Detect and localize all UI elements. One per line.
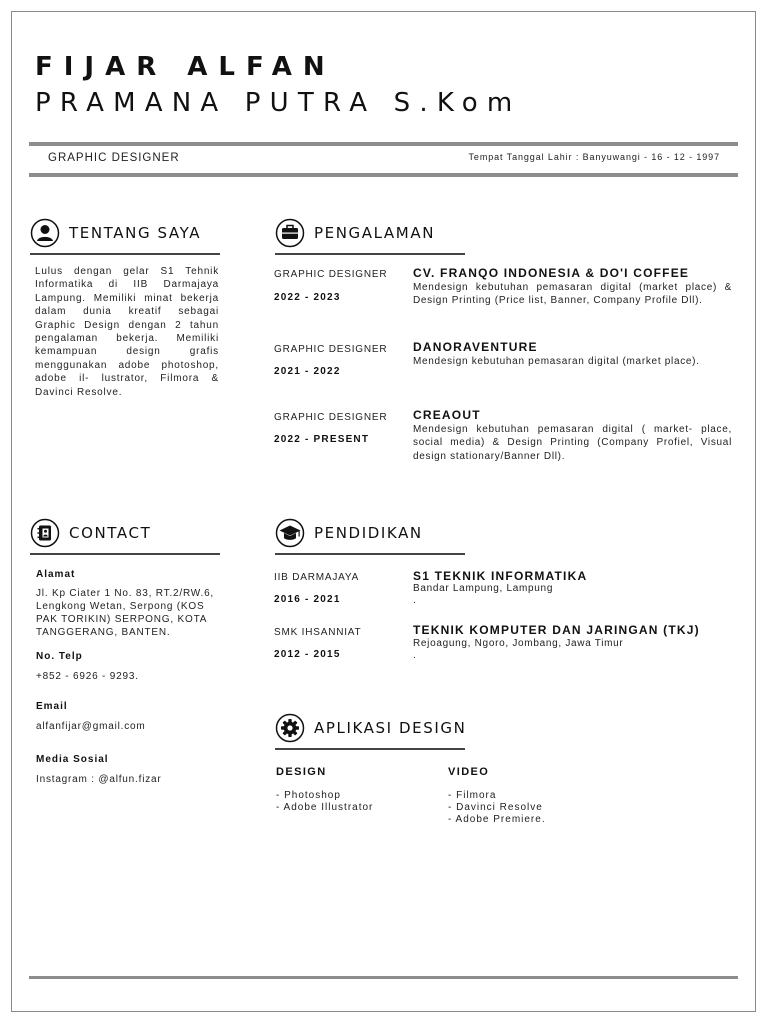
job-period: 2022 - 2023 — [274, 292, 341, 303]
name-first-line: FIJAR ALFAN — [35, 52, 336, 82]
education-degree: S1 TEKNIK INFORMATIKA — [413, 569, 588, 583]
education-school: IIB DARMAJAYA — [274, 572, 360, 583]
contact-title: CONTACT — [69, 524, 152, 542]
education-dot: . — [413, 595, 417, 606]
header-bottom-rule — [29, 173, 738, 177]
phone-label: No. Telp — [36, 651, 83, 662]
about-title: TENTANG SAYA — [69, 224, 202, 242]
social-value: Instagram : @alfun.fizar — [36, 774, 162, 785]
video-app-item: - Adobe Premiere. — [448, 814, 546, 825]
experience-underline — [275, 253, 465, 255]
about-underline — [30, 253, 220, 255]
design-column-heading: DESIGN — [276, 766, 327, 778]
job-description: Mendesign kebutuhan pemasaran digital (market place) & Design Printing (Price list, Banner, Company Profile Dll). — [413, 282, 732, 307]
social-label: Media Sosial — [36, 754, 109, 765]
email-value: alfanfijar@gmail.com — [36, 721, 146, 732]
video-app-item: - Filmora — [448, 790, 497, 801]
about-section-header — [30, 218, 220, 254]
job-period: 2021 - 2022 — [274, 366, 341, 377]
about-text: Lulus dengan gelar S1 Tehnik Informatika di IIB Darmajaya Lampung. Memiliki minat bekerja dalam dunia kreatif sebagai Graphic Design dengan 2 tahun pengalaman bekerja. Memiliki kemampuan design grafis menggunakan adobe photoshop, adobe il- lustrator, Filmora & Davinci Resolve. — [35, 266, 219, 398]
education-dot: . — [413, 650, 417, 661]
video-app-list — [448, 790, 546, 826]
video-column-heading: VIDEO — [448, 766, 490, 778]
job-role: GRAPHIC DESIGNER — [274, 269, 388, 280]
education-years: 2012 - 2015 — [274, 649, 341, 660]
graduation-cap-icon — [275, 518, 305, 548]
job-company: CREAOUT — [413, 408, 481, 422]
experience-section-header — [275, 218, 465, 254]
education-place: Rejoagung, Ngoro, Jombang, Jawa Timur — [413, 638, 624, 649]
education-section-header — [275, 518, 465, 554]
apps-section-header — [275, 713, 465, 749]
job-role-title: GRAPHIC DESIGNER — [48, 152, 180, 164]
design-app-item: - Adobe Illustrator — [276, 802, 374, 813]
job-description: Mendesign kebutuhan pemasaran digital ( market- place, social media) & Design Printing (Company Profiel, Visual design stationary/Banner Dll). — [413, 424, 732, 462]
address-value: Jl. Kp Ciater 1 No. 83, RT.2/RW.6, Lengkong Wetan, Serpong (KOS PAK TORIKIN) SERPONG, KOTA TANGGERANG, BANTEN. — [36, 588, 215, 638]
apps-title: APLIKASI DESIGN — [314, 719, 467, 737]
briefcase-icon — [275, 218, 305, 248]
contact-underline — [30, 553, 220, 555]
contact-section-header — [30, 518, 220, 554]
design-app-list — [276, 790, 373, 814]
email-label: Email — [36, 701, 68, 712]
subtitle-row — [29, 146, 738, 174]
footer-rule — [29, 976, 738, 979]
name-second-line: PRAMANA PUTRA S.Kom — [35, 88, 522, 118]
job-description: Mendesign kebutuhan pemasaran digital (market place). — [413, 356, 700, 367]
birth-info: Tempat Tanggal Lahir : Banyuwangi - 16 - 12 - 1997 — [468, 152, 720, 162]
education-underline — [275, 553, 465, 555]
job-company: DANORAVENTURE — [413, 340, 538, 354]
gear-icon — [275, 713, 305, 743]
education-place: Bandar Lampung, Lampung — [413, 583, 554, 594]
design-app-item: - Photoshop — [276, 790, 341, 801]
phone-value: +852 - 6926 - 9293. — [36, 671, 139, 682]
job-role: GRAPHIC DESIGNER — [274, 412, 388, 423]
contact-book-icon — [30, 518, 60, 548]
job-company: CV. FRANQO INDONESIA & DO'I COFFEE — [413, 266, 690, 280]
address-label: Alamat — [36, 569, 76, 580]
education-degree: TEKNIK KOMPUTER DAN JARINGAN (TKJ) — [413, 623, 700, 637]
education-school: SMK IHSANNIAT — [274, 627, 362, 638]
video-app-item: - Davinci Resolve — [448, 802, 543, 813]
job-role: GRAPHIC DESIGNER — [274, 344, 388, 355]
job-period: 2022 - PRESENT — [274, 434, 370, 445]
apps-underline — [275, 748, 465, 750]
education-years: 2016 - 2021 — [274, 594, 341, 605]
education-title: PENDIDIKAN — [314, 524, 423, 542]
user-icon — [30, 218, 60, 248]
experience-title: PENGALAMAN — [314, 224, 436, 242]
